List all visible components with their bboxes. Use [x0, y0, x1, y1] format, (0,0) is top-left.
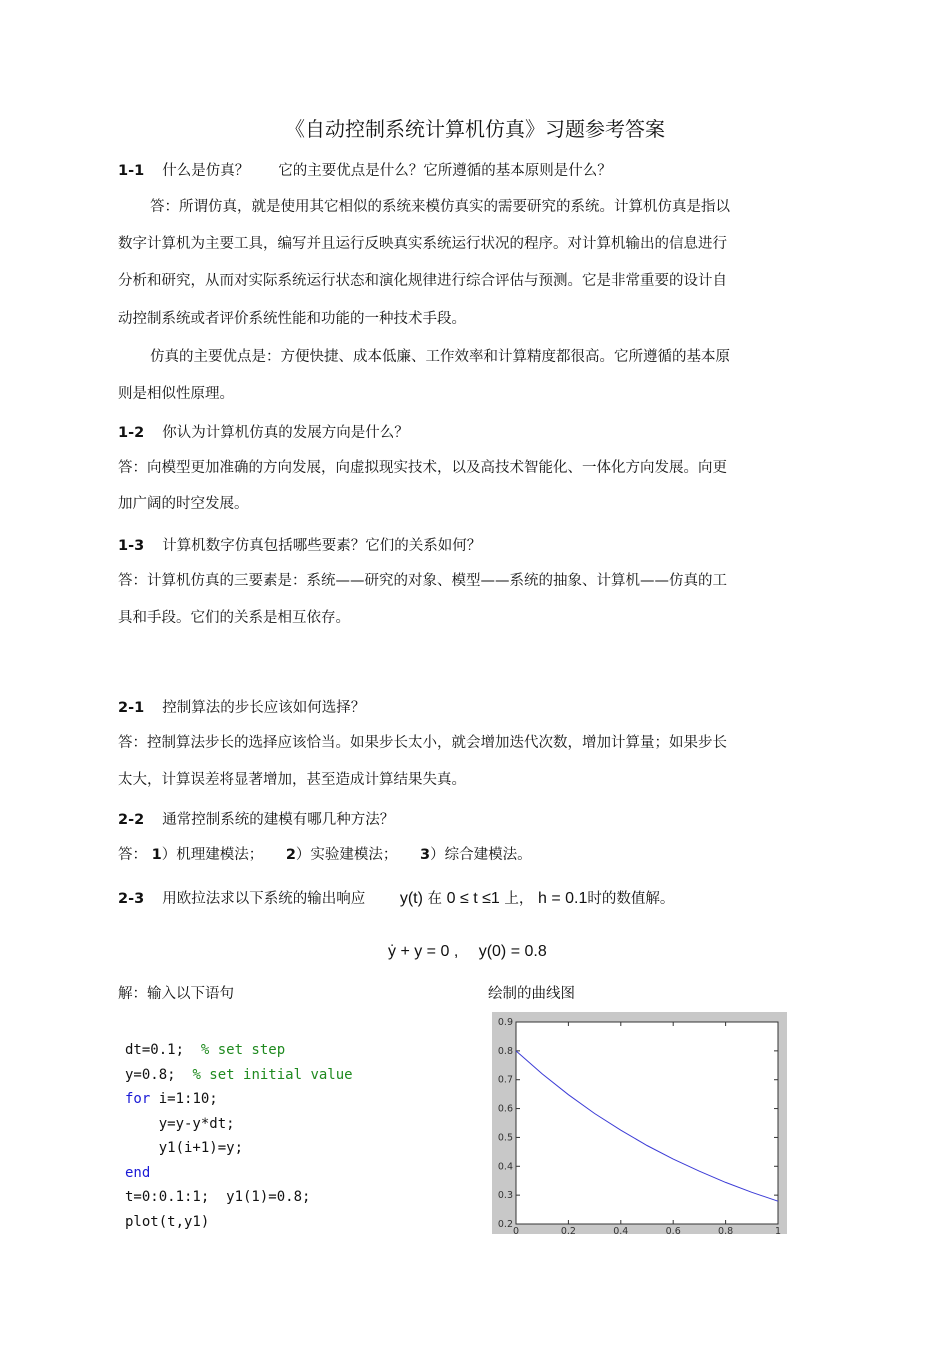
answer-line: 分析和研究，从而对实际系统运行状态和演化规律进行综合评估与预测。它是非常重要的设计自	[118, 273, 727, 289]
code-line	[125, 1136, 353, 1161]
document-title: 《自动控制系统计算机仿真》习题参考答案	[285, 117, 665, 141]
code-text: plot(t,y1)	[125, 1213, 210, 1230]
code-text: i=1:10;	[150, 1091, 218, 1107]
x-tick-label: 0.2	[560, 1226, 576, 1234]
code-line	[125, 1161, 353, 1186]
code-line	[125, 1038, 353, 1063]
question-text: 上，	[504, 891, 534, 907]
question-text: 什么是仿真？ 它的主要优点是什么？它所遵循的基本原则是什么？	[162, 163, 612, 179]
question-2-3	[118, 889, 674, 909]
answer-line: 具和手段。它们的关系是相互依存。	[118, 610, 350, 626]
answer-line: 动控制系统或者评价系统性能和功能的一种技术手段。	[118, 311, 466, 327]
y-tick-label: 0.5	[497, 1132, 513, 1144]
answer-line: 太大，计算误差将显著增加，甚至造成计算结果失真。	[118, 772, 466, 788]
x-tick-label: 0.6	[665, 1226, 681, 1234]
question-text: 你认为计算机仿真的发展方向是什么？	[162, 425, 409, 441]
answer-line: 答：向模型更加准确的方向发展，向虚拟现实技术，以及高技术智能化、一体化方向发展。向更	[118, 460, 727, 476]
y-tick-label: 0.8	[497, 1045, 513, 1057]
plot-figure	[492, 1012, 787, 1234]
question-number: 2-2	[118, 812, 145, 828]
question-2-1	[118, 698, 365, 718]
y-tick-label: 0.2	[497, 1219, 513, 1230]
code-comment: % set step	[200, 1042, 286, 1058]
solution-label: 解：输入以下语句	[118, 986, 234, 1002]
answer-line: 数字计算机为主要工具，编写并且运行反映真实系统运行状况的程序。对计算机输出的信息进行	[118, 236, 727, 252]
answer-item: 2）实验建模法；	[285, 847, 398, 863]
matlab-code-block	[125, 1038, 353, 1234]
question-text: 计算机数字仿真包括哪些要素？它们的关系如何？	[162, 538, 482, 554]
code-line	[125, 1210, 353, 1235]
question-1-3	[118, 536, 481, 556]
code-line	[125, 1112, 353, 1137]
question-number: 1-2	[118, 425, 145, 441]
answer-2-2	[118, 845, 550, 865]
answer-line: 加广阔的时空发展。	[118, 496, 249, 512]
code-text: dt=0.1;	[125, 1042, 201, 1058]
y-tick-label: 0.3	[497, 1190, 513, 1202]
question-text: 在	[427, 891, 443, 907]
answer-line: 仿真的主要优点是：方便快捷、成本低廉、工作效率和计算精度都很高。它所遵循的基本原	[150, 349, 730, 365]
code-text: t=0:0.1:1; y1(1)=0.8;	[125, 1189, 311, 1205]
question-text: 用欧拉法求以下系统的输出响应	[162, 891, 366, 907]
answer-item: 1）机理建模法；	[151, 847, 264, 863]
answer-line: 答：控制算法步长的选择应该恰当。如果步长太小，就会增加迭代次数，增加计算量；如果步长	[118, 735, 727, 751]
code-text: y=y-y*dt;	[125, 1115, 235, 1132]
chart-label: 绘制的曲线图	[488, 986, 575, 1002]
y-tick-label: 0.9	[497, 1017, 513, 1028]
question-number: 1-3	[118, 538, 145, 554]
y-tick-label: 0.6	[497, 1103, 513, 1115]
answer-prefix: 答：	[118, 847, 147, 863]
question-text: 通常控制系统的建模有哪几种方法？	[162, 812, 395, 828]
question-text: 控制算法的步长应该如何选择？	[162, 700, 366, 716]
code-line	[125, 1185, 353, 1210]
code-line	[125, 1063, 353, 1088]
question-number: 2-1	[118, 700, 145, 716]
line-chart	[492, 1012, 787, 1234]
code-keyword: for	[125, 1091, 151, 1107]
answer-line: 则是相似性原理。	[118, 386, 234, 402]
code-text: y=0.8;	[125, 1066, 193, 1083]
plot-area	[516, 1022, 778, 1224]
answer-item: 3）综合建模法。	[420, 847, 532, 863]
x-tick-label: 1	[774, 1226, 782, 1234]
answer-line: 答：计算机仿真的三要素是：系统——研究的对象、模型——系统的抽象、计算机——仿真的工	[118, 573, 727, 589]
answer-line: 答：所谓仿真，就是使用其它相似的系统来模仿真实的需要研究的系统。计算机仿真是指以	[150, 199, 730, 215]
x-tick-label: 0.8	[718, 1226, 734, 1234]
question-2-2	[118, 810, 394, 830]
system-equation: ẏ + y = 0 , y(0) = 0.8	[388, 943, 547, 960]
math-step: h = 0.1	[538, 890, 588, 907]
question-1-2	[118, 423, 409, 443]
x-tick-label: 0	[512, 1226, 520, 1234]
y-tick-label: 0.4	[497, 1161, 513, 1173]
question-number: 1-1	[118, 163, 145, 179]
question-number: 2-3	[118, 891, 145, 907]
y-tick-label: 0.7	[497, 1074, 513, 1086]
code-line	[125, 1087, 353, 1112]
question-text: 时的数值解。	[587, 891, 675, 907]
x-tick-label: 0.4	[613, 1226, 629, 1234]
math-range: 0 ≤ t ≤1	[446, 890, 500, 907]
code-comment: % set initial value	[192, 1066, 353, 1083]
math-yt: y(t)	[399, 890, 423, 907]
question-1-1	[118, 161, 612, 181]
code-keyword: end	[125, 1164, 151, 1181]
code-text: y1(i+1)=y;	[125, 1140, 244, 1156]
